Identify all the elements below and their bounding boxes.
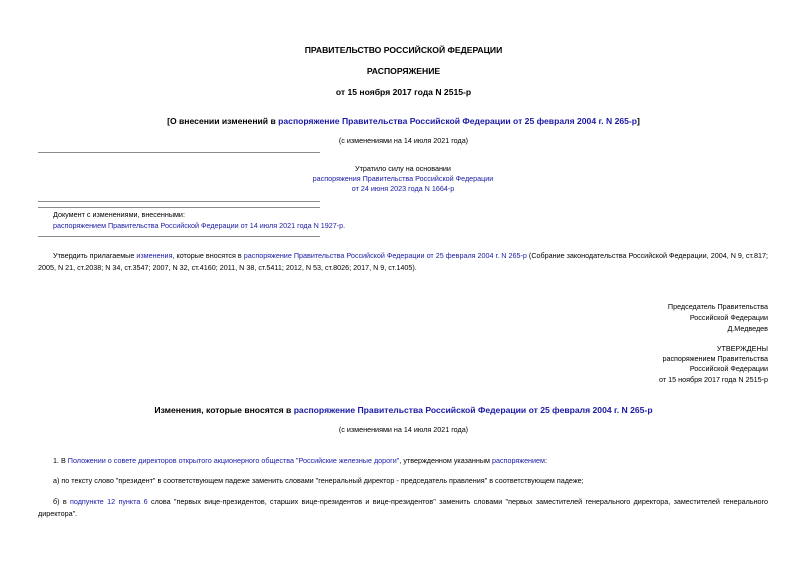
invalid-notice-link-line2[interactable]: от 24 июня 2023 года N 1664-р — [351, 184, 455, 193]
title-suffix: ] — [637, 116, 640, 126]
invalid-notice-text: Утратило силу на основании — [355, 164, 451, 173]
divider — [38, 201, 320, 202]
amendments-link[interactable]: распоряжением Правительства Российской Федерации от 14 июля 2021 года N 1927-р. — [53, 221, 346, 230]
government-heading: ПРАВИТЕЛЬСТВО РОССИЙСКОЙ ФЕДЕРАЦИИ — [304, 45, 503, 55]
change-item-a: а) по тексту слово "президент" в соответствующем падеже заменить словами "генеральный директор - председатель правления" в соответствующем падеже; — [53, 476, 584, 485]
approved-line-2: распоряжением Правительства — [662, 354, 768, 363]
changes-link[interactable]: изменения — [136, 251, 173, 260]
title-link[interactable]: распоряжение Правительства Российской Федерации от 25 февраля 2004 г. N 265-р — [278, 116, 638, 126]
changes-title: Изменения, которые вносятся в распоряжение Правительства Российской Федерации от 25 февраля 2004 г. N 265-р — [154, 405, 653, 415]
document-type: РАСПОРЯЖЕНИЕ — [366, 66, 441, 76]
title-edition-note: (с изменениями на 14 июля 2021 года) — [338, 136, 469, 145]
signature-name: Д.Медведев — [727, 324, 768, 333]
decree-265-link[interactable]: распоряжение Правительства Российской Федерации от 25 февраля 2004 г. N 265-р — [243, 251, 527, 260]
main-paragraph: Утвердить прилагаемые изменения, которые вносятся в распоряжение Правительства Российской Федерации от 25 февраля 2004 г. N 265-р (Собрание законодательства Российской Федерации, 2004, N 9, ст.817; 2005, N 21, ст.2038; N 34, ст.3547; 2007, N 32, ст.4160; 2011, N 38, ст.5411; 2012, N 53, ст.8026; 2017, N 9, ст.1405). — [38, 251, 768, 272]
changes-edition-note: (с изменениями на 14 июля 2021 года) — [338, 425, 469, 434]
signature-position-2: Российской Федерации — [689, 313, 768, 322]
invalid-notice-link-line1[interactable]: распоряжения Правительства Российской Федерации — [312, 174, 494, 183]
signature-position: Председатель Правительства — [667, 302, 768, 311]
amendments-label: Документ с изменениями, внесенными: — [53, 210, 185, 219]
divider — [38, 152, 320, 153]
document-date-number: от 15 ноября 2017 года N 2515-р — [335, 87, 472, 97]
change-item-1: 1. В Положении о совете директоров открытого акционерного общества "Российские железные дороги", утвержденном указанным распоряжением: — [53, 456, 547, 465]
divider — [38, 207, 320, 208]
changes-title-link[interactable]: распоряжение Правительства Российской Федерации от 25 февраля 2004 г. N 265-р — [293, 405, 653, 415]
order-link[interactable]: распоряжением — [491, 456, 545, 465]
divider — [38, 236, 320, 237]
approved-line-3: Российской Федерации — [689, 364, 768, 373]
subpoint-link[interactable]: подпункте 12 пункта 6 — [69, 497, 148, 506]
approved-line-4: от 15 ноября 2017 года N 2515-р — [659, 375, 768, 384]
approved-heading: УТВЕРЖДЕНЫ — [716, 344, 768, 353]
change-item-b: б) в подпункте 12 пункта 6 слова "первых вице-президентов, старших вице-президентов и вице-президентов" заменить словами "первых заместителей генерального директора, заместителей генерального директора". — [38, 497, 768, 518]
document-title — [0, 116, 807, 127]
regulation-link[interactable]: Положении о совете директоров открытого акционерного общества "Российские железные дороги" — [67, 456, 400, 465]
title-prefix: [О внесении изменений в — [167, 116, 279, 126]
